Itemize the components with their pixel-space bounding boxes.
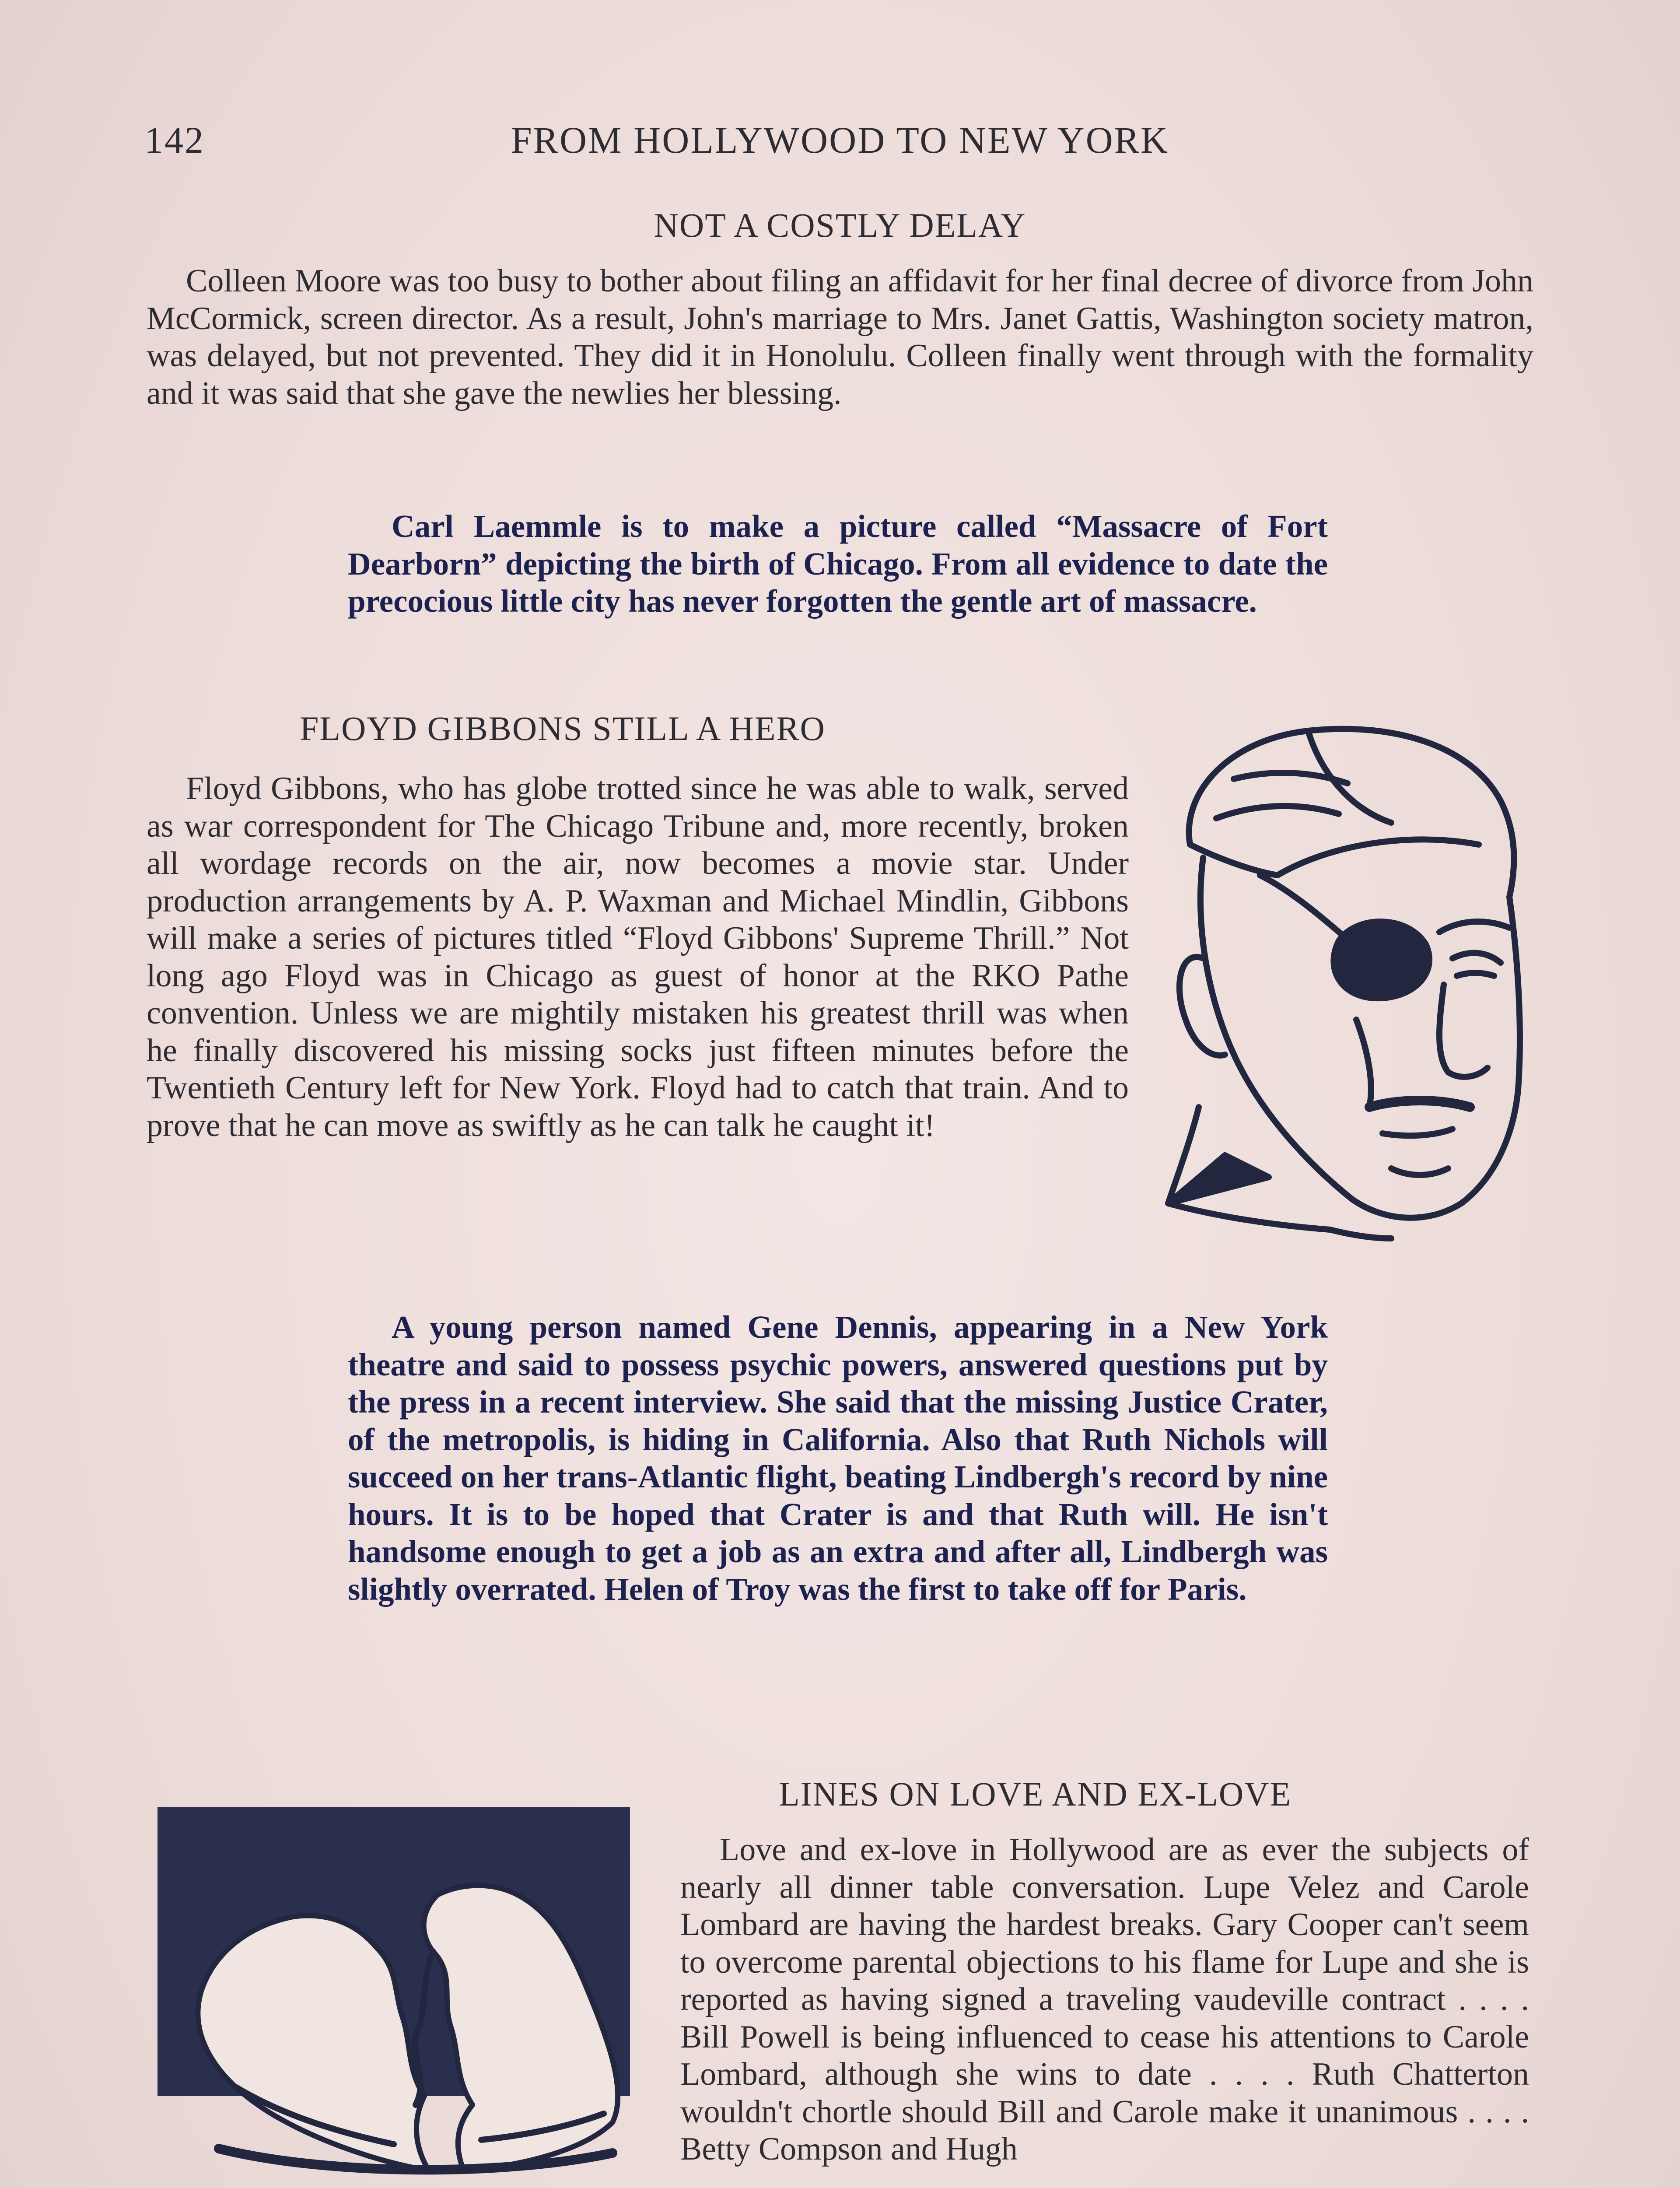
section-title-love: LINES ON LOVE AND EX-LOVE [779, 1775, 1292, 1813]
section-body-delay [147, 263, 1533, 412]
paragraph: Love and ex-love in Hollywood are as ever the subjects of nearly all dinner table conversation. Lupe Velez and Carole Lombard are having the hardest breaks. Gary Cooper can't seem to overcome parental objections to his flame for Lupe and she is reported as having signed a traveling vaudeville contract . . . . Bill Powell is being influenced to cease his attentions to Carole Lombard, although she wins to date . . . . Ruth Chatterton wouldn't chortle should Bill and Carole make it unanimous . . . . Betty Compson and Hugh [680, 1832, 1529, 2167]
section-body-love-wrapped [680, 1831, 1529, 2168]
broken-heart-illustration [149, 1807, 639, 2175]
floyd-gibbons-portrait [1164, 713, 1531, 1256]
paragraph: Colleen Moore was too busy to bother about filing an affidavit for her final decree of divorce from John McCormick, screen director. As a result, John's marriage to Mrs. Janet Gattis, Washington society matron, was delayed, but not prevented. They did it in Honolulu. Colleen finally went through with the formality and it was said that she gave the newlies her blessing. [147, 263, 1533, 411]
section-body-gibbons [147, 770, 1129, 1144]
paragraph: A young person named Gene Dennis, appearing in a New York theatre and said to possess psychic powers, answered questions put by the press in a recent interview. She said that the missing Justice Crater, of the metropolis, is hiding in California. Also that Ruth Nichols will succeed on her trans-Atlantic flight, beating Lindbergh's record by nine hours. It is to be hoped that Crater is and that Ruth will. He isn't handsome enough to get a job as an extra and after all, Lindbergh was slightly overrated. Helen of Troy was the first to take off for Paris. [348, 1309, 1328, 1607]
editorial-note-dennis [348, 1308, 1328, 1608]
running-title: FROM HOLLYWOOD TO NEW YORK [511, 119, 1169, 161]
editorial-note-laemmle [348, 508, 1328, 620]
page-number: 142 [144, 119, 205, 161]
section-title-gibbons: FLOYD GIBBONS STILL A HERO [300, 709, 826, 747]
page-header [144, 118, 1536, 171]
section-title-delay: NOT A COSTLY DELAY [654, 206, 1026, 244]
paragraph: Carl Laemmle is to make a picture called “Massacre of Fort Dearborn” depicting the birth of Chicago. From all evidence to date the precocious little city has never forgotten the gentle art of massacre. [348, 508, 1328, 619]
paragraph: Floyd Gibbons, who has globe trotted since he was able to walk, served as war correspondent for The Chicago Tribune and, more recently, broken all wordage records on the air, now becomes a movie star. Under production arrangements by A. P. Waxman and Michael Mindlin, Gibbons will make a series of pictures titled “Floyd Gibbons' Supreme Thrill.” Not long ago Floyd was in Chicago as guest of honor at the RKO Pathe convention. Unless we are mightily mistaken his greatest thrill was when he finally discovered his missing socks just fifteen minutes before the Twentieth Century left for New York. Floyd had to catch that train. And to prove that he can move as swiftly as he can talk he caught it! [147, 771, 1129, 1143]
